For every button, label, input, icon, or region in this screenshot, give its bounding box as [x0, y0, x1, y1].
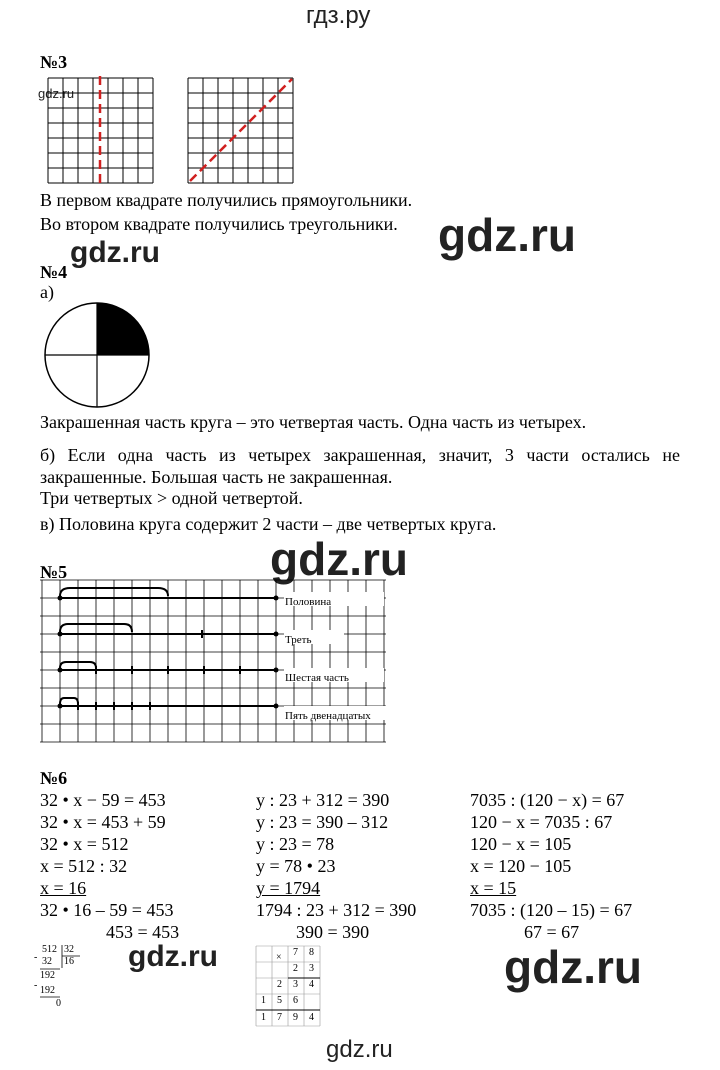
task4-a-label: а) — [40, 282, 54, 302]
div-sub-1: 32 — [42, 956, 52, 967]
mult-p2-1: 1 — [261, 995, 266, 1006]
eq3-answer: x = 15 — [470, 878, 517, 898]
column-multiplication — [256, 946, 322, 1028]
eq1-answer: x = 16 — [40, 878, 87, 898]
mult-op: × — [276, 952, 282, 963]
mult-res-4: 4 — [309, 1012, 314, 1023]
grid-square-2 — [188, 78, 294, 184]
segment-label-half: Половина — [285, 596, 332, 608]
div-result: 0 — [56, 998, 61, 1009]
div-quotient: 16 — [64, 956, 74, 967]
eq3-line2: 120 − x = 7035 : 67 — [470, 812, 613, 832]
mult-p1-3: 4 — [309, 979, 314, 990]
eq2-line1: y : 23 + 312 = 390 — [256, 790, 390, 810]
task4-text-b: б) Если одна часть из четырех закрашенная, значит, 3 части остались не закрашенные. Большая часть не закрашенная. — [40, 445, 680, 487]
mult-p1-2: 3 — [293, 979, 298, 990]
task3-title: №3 — [40, 52, 68, 72]
div-rem-1: 192 — [40, 970, 55, 981]
eq1-line1: 32 • x − 59 = 453 — [40, 790, 166, 810]
eq3-check-result: 67 = 67 — [524, 922, 580, 942]
eq1-line3: 32 • x = 512 — [40, 834, 129, 854]
mult-a-2: 8 — [309, 947, 314, 958]
segment-label-sixth: Шестая часть — [285, 672, 349, 684]
watermark-big-2: gdz.ru — [270, 533, 408, 585]
eq3-line4: x = 120 − 105 — [470, 856, 572, 876]
div-minus-2: - — [34, 980, 38, 991]
task4-text-b2: Три четвертых > одной четвертой. — [40, 488, 303, 508]
grid-square-1 — [48, 78, 154, 184]
mult-b-1: 2 — [293, 963, 298, 974]
eq1-check: 32 • 16 – 59 = 453 — [40, 900, 174, 920]
watermark-mid-2: gdz.ru — [128, 940, 218, 973]
eq2-line3: y : 23 = 78 — [256, 834, 335, 854]
watermark-big-3: gdz.ru — [504, 941, 642, 993]
eq3-check: 7035 : (120 – 15) = 67 — [470, 900, 633, 920]
watermark-big: gdz.ru — [438, 209, 576, 261]
eq2-check-result: 390 = 390 — [296, 922, 370, 942]
div-minus-1: - — [34, 952, 38, 963]
task5-title: №5 — [40, 562, 68, 582]
mult-p2-2: 5 — [277, 995, 282, 1006]
mult-res-2: 7 — [277, 1012, 282, 1023]
task4-text-a: Закрашенная часть круга – это четвертая часть. Одна часть из четырех. — [40, 412, 587, 432]
mult-res-3: 9 — [293, 1012, 298, 1023]
eq2-check: 1794 : 23 + 312 = 390 — [256, 900, 417, 920]
eq3-line3: 120 − x = 105 — [470, 834, 572, 854]
div-lines — [34, 944, 94, 1024]
task3-line2: Во втором квадрате получились треугольники. — [40, 214, 398, 234]
mult-b-2: 3 — [309, 963, 314, 974]
div-dividend: 512 — [42, 944, 57, 955]
eq2-line4: y = 78 • 23 — [256, 856, 336, 876]
watermark-small: gdz.ru — [38, 86, 75, 101]
task4-text-c: в) Половина круга содержит 2 части – две четвертых круга. — [40, 514, 497, 534]
site-header: гдз.ру — [306, 2, 371, 29]
segment-label-third: Треть — [285, 634, 312, 646]
task4-title: №4 — [40, 262, 68, 282]
watermark-footer: gdz.ru — [326, 1036, 393, 1063]
eq1-line4: x = 512 : 32 — [40, 856, 128, 876]
mult-a-1: 7 — [293, 947, 298, 958]
mult-p2-3: 6 — [293, 995, 298, 1006]
eq2-answer: y = 1794 — [256, 878, 321, 898]
eq1-line2: 32 • x = 453 + 59 — [40, 812, 166, 832]
mult-p1-1: 2 — [277, 979, 282, 990]
div-divisor: 32 — [64, 944, 74, 955]
eq2-line2: y : 23 = 390 – 312 — [256, 812, 389, 832]
eq3-line1: 7035 : (120 − x) = 67 — [470, 790, 625, 810]
task6-title: №6 — [40, 768, 68, 788]
long-division — [34, 944, 94, 1024]
segment-label-five-twelfths: Пять двенадцатых — [285, 710, 371, 722]
mult-res-1: 1 — [261, 1012, 266, 1023]
div-sub-2: 192 — [40, 985, 55, 996]
eq1-check-result: 453 = 453 — [106, 922, 180, 942]
watermark-mid: gdz.ru — [70, 236, 160, 269]
task3-line1: В первом квадрате получились прямоугольники. — [40, 190, 413, 210]
quarter-circle-figure — [44, 302, 152, 410]
